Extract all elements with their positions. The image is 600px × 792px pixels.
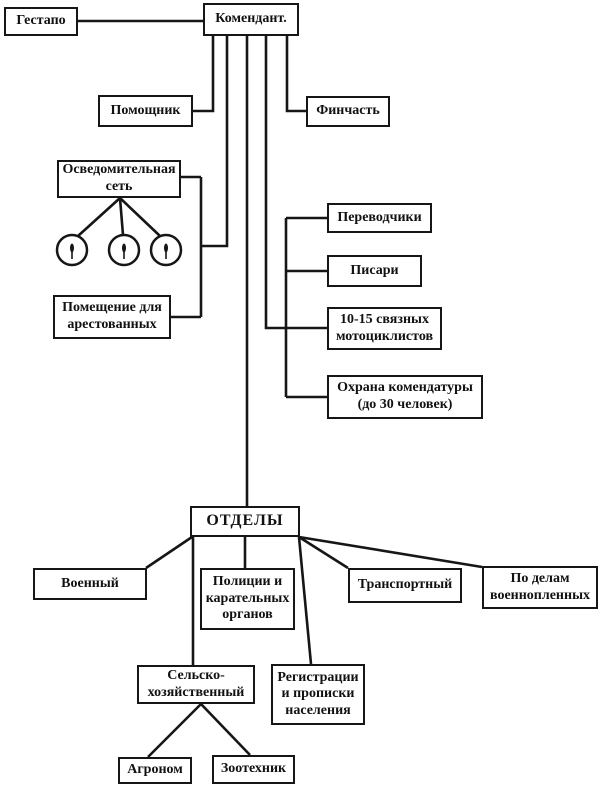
edge-network-agent-2 <box>120 198 123 235</box>
node-registration: Регистрации и прописки населения <box>271 664 365 725</box>
informant-icon <box>109 235 139 265</box>
node-transport: Транспортный <box>348 568 462 603</box>
edge-departments-military <box>146 537 192 568</box>
informant-icon <box>151 235 181 265</box>
edge-network-agent-3 <box>120 198 160 236</box>
node-agronomist: Агроном <box>118 757 192 784</box>
agent-icon <box>164 244 168 253</box>
node-detention-room: Помещение для арестованных <box>53 295 171 339</box>
informant-icon <box>57 235 87 265</box>
edge-departments-pow <box>299 537 482 567</box>
edge-commandant-assistant <box>193 36 213 111</box>
node-commandant: Комендант. <box>203 3 299 36</box>
node-guard: Охрана комендатуры (до 30 человек) <box>327 375 483 419</box>
edge-commandant-right-group <box>266 36 327 328</box>
edge-departments-registration <box>299 537 311 664</box>
node-finance: Финчасть <box>306 96 390 127</box>
node-translators: Переводчики <box>327 203 432 233</box>
edge-agriculture-zootechnician <box>201 704 250 755</box>
edge-agriculture-agronomist <box>148 704 201 757</box>
node-agriculture: Сельско-хозяйственный <box>137 665 255 704</box>
node-assistant: Помощник <box>98 95 193 127</box>
agent-icon <box>70 244 74 253</box>
node-gestapo: Гестапо <box>4 7 78 36</box>
node-informant-network: Осведомительная сеть <box>57 160 181 198</box>
node-zootechnician: Зоотехник <box>212 755 295 784</box>
agent-icon <box>122 244 126 253</box>
edge-network-agent-1 <box>78 198 120 236</box>
node-departments: ОТДЕЛЫ <box>190 506 300 537</box>
node-pow-affairs: По делам военнопленных <box>482 566 598 609</box>
node-motorcyclists: 10-15 связных мотоциклистов <box>327 307 442 350</box>
node-military: Военный <box>33 568 147 600</box>
edge-commandant-finance <box>287 36 306 111</box>
node-police: Полиции и карательных органов <box>200 568 295 630</box>
node-clerks: Писари <box>327 255 422 287</box>
